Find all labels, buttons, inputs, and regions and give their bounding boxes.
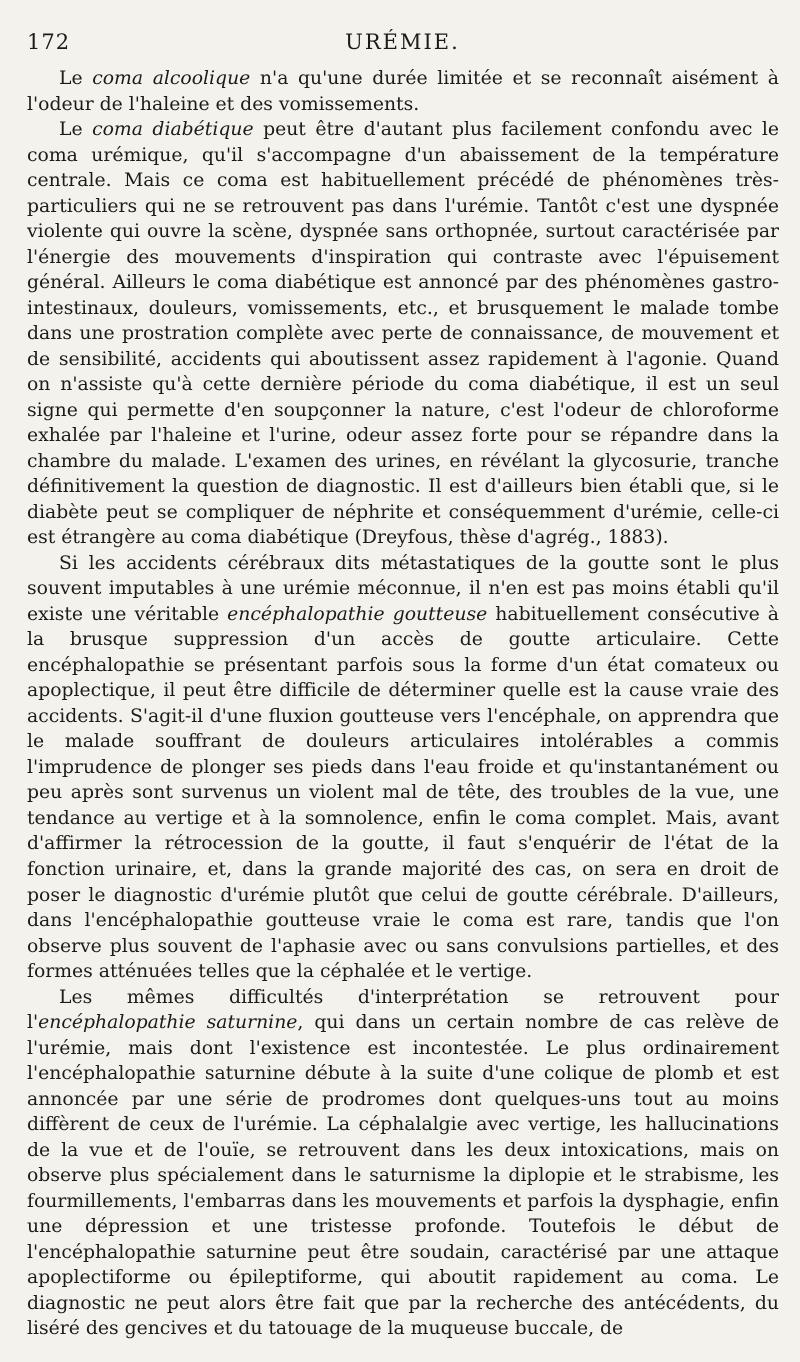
body-text [27,66,779,1342]
italic-term: coma diabétique [92,119,254,141]
text-run: Les mêmes difficultés d'interprétation se retrouvent pour l' [27,986,779,1034]
text-run: n'a qu'une durée limitée et se reconnaît aisément à l'odeur de l'haleine et des vomissements. [27,68,779,115]
paragraph-encephalopathie-goutteuse [27,551,779,985]
italic-term: encéphalopathie saturnine [38,1012,298,1034]
paragraph-encephalopathie-saturnine [27,985,779,1342]
text-run: , qui dans un certain nombre de cas relève de l'urémie, mais dont l'existence est incontestée. Le plus ordinairement l'encéphalopathie saturnine débute à la suite d'une colique de plomb et est annoncée par une série de prodromes dont quelques-uns tout au moins diffèrent de ceux de l'urémie. La céphalalgie avec vertige, les hallucinations de la vue et de l'ouïe, se retrouvent dans les deux intoxications, mais on observe plus spécialement dans le saturnisme la diplopie et le strabisme, les fourmillements, l'embarras dans les mouvements et parfois la dysphagie, enfin une dépression et une tristesse profonde. Toutefois le début de l'encéphalopathie saturnine peut être soudain, caractérisé par une attaque apoplectiforme ou épileptiforme, qui aboutit rapidement au coma. Le diagnostic ne peut alors être fait que par la recherche des antécédents, du liséré des gencives et du tatouage de la muqueuse buccale, de [27,1012,779,1340]
paragraph-coma-diabetique [27,117,779,551]
page-number: 172 [27,30,71,54]
text-run: habituellement consécutive à la brusque suppression d'un accès de goutte articulaire. Cette encéphalopathie se présentant parfois sous la forme d'un état comateux ou apoplectique, il peut être difficile de déterminer quelle est la cause vraie des accidents. S'agit-il d'une fluxion goutteuse vers l'encéphale, on apprendra que le malade souffrant de douleurs articulaires intolérables a commis l'imprudence de plonger ses pieds dans l'eau froide et qu'instantanément ou peu après sont survenus un violent mal de tête, des troubles de la vue, une tendance au vertige et à la somnolence, enfin le coma complet. Mais, avant d'affirmer la rétrocession de la goutte, il faut s'enquérir de l'état de la fonction urinaire, et, dans la grande majorité des cas, on sera en droit de poser le diagnostic d'urémie plutôt que celui de goutte cérébrale. D'ailleurs, dans l'encéphalopathie goutteuse vraie le coma est rare, tandis que l'on observe plus souvent de l'aphasie avec ou sans convulsions partielles, et des formes atténuées telles que la céphalée et le vertige. [27,603,779,983]
italic-term: coma alcoolique [92,68,251,89]
italic-term: encéphalopathie goutteuse [227,603,488,625]
text-run: Le [59,119,93,141]
text-run: Si les accidents cérébraux dits métastatiques de la goutte sont le plus souvent imputables à une urémie méconnue, il n'en est pas moins établi qu'il existe une véritable [27,552,779,625]
running-title: URÉMIE. [345,30,460,54]
paragraph-coma-alcoolique [27,66,779,117]
page-header [27,30,778,60]
text-run: Le [59,68,93,89]
text-run: peut être d'autant plus facilement confondu avec le coma urémique, qu'il s'accompagne d'un abaissement de la température centrale. Mais ce coma est habituellement précédé de phénomènes très-particuliers qui ne se retrouvent pas dans l'urémie. Tantôt c'est une dyspnée violente qui ouvre la scène, dyspnée sans orthopnée, surtout caractérisée par l'énergie des mouvements d'inspiration qui contraste avec l'épuisement général. Ailleurs le coma diabétique est annoncé par des phénomènes gastro-intestinaux, douleurs, vomissements, etc., et brusquement le malade tombe dans une prostration complète avec perte de connaissance, de mouvement et de sensibilité, accidents qui aboutissent assez rapidement à l'agonie. Quand on n'assiste qu'à cette dernière période du coma diabétique, il est un seul signe qui permette d'en soupçonner la nature, c'est l'odeur de chloroforme exhalée par l'haleine et l'urine, odeur assez forte pour se répandre dans la chambre du malade. L'examen des urines, en révélant la glycosurie, tranche définitivement la question de diagnostic. Il est d'ailleurs bien établi que, si le diabète peut se compliquer de néphrite et conséquemment d'urémie, celle-ci est étrangère au coma diabétique (Dreyfous, thèse d'agrég., 1883). [27,119,779,549]
